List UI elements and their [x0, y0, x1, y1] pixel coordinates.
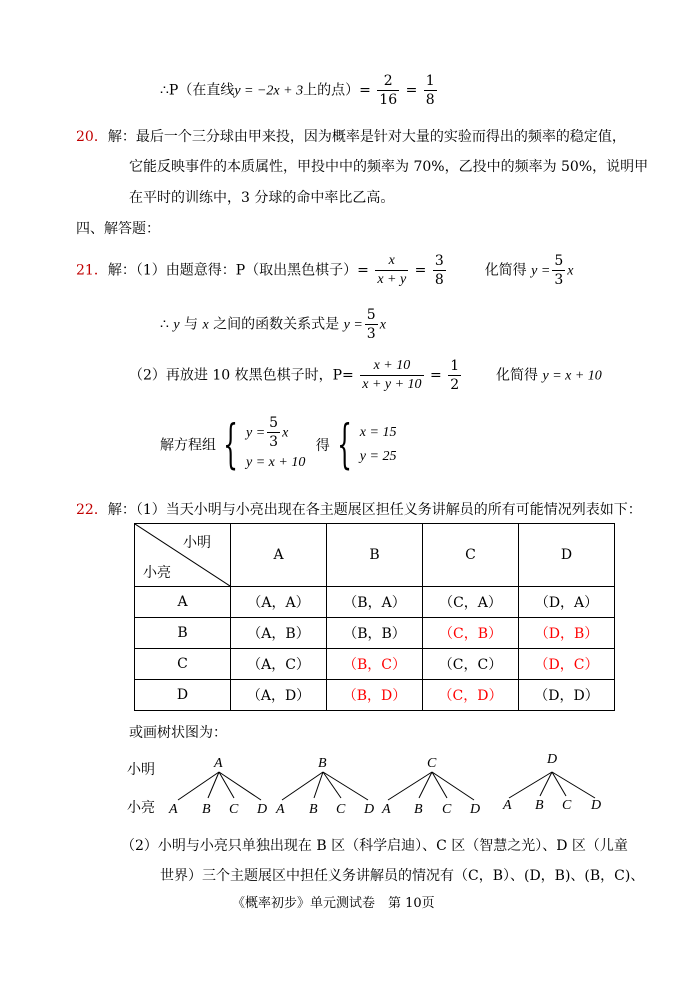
tree-leaf-label: B — [309, 802, 318, 817]
column-header: D — [519, 524, 615, 587]
q21-system — [160, 414, 396, 475]
tree-root-label: D — [547, 752, 558, 767]
top-line: ∴P（在直线y = −2x + 3上的点）= $\frac{2}{16}$ = $\frac{1}{8}$ — [160, 73, 435, 108]
system-equations: y = $\frac{5}{3}$ x y = x + 10 — [246, 415, 306, 470]
tree-leaf-label: D — [364, 802, 375, 817]
table-corner-cell — [135, 524, 231, 587]
top-line-prefix: ∴P（在直线 — [160, 82, 235, 99]
outcome-table — [134, 523, 615, 711]
q22-number: 22． — [76, 502, 108, 518]
table-cell: （C，A） — [423, 587, 519, 618]
column-header: C — [423, 524, 519, 587]
tree-root-label: C — [427, 756, 437, 771]
left-brace-icon: { — [223, 414, 239, 475]
q21-fraction-1: $\frac{x}{x + y}$ — [377, 253, 407, 287]
row-header: C — [135, 649, 231, 680]
table-cell-highlight: （B，D） — [327, 680, 423, 711]
table-row — [135, 587, 615, 618]
top-line-suffix: 上的点）= — [303, 82, 371, 99]
column-header: A — [231, 524, 327, 587]
tree-leaf-label: D — [470, 802, 481, 817]
q20-line3: 在平时的训练中，3 分球的命中率比乙高。 — [129, 190, 395, 206]
corner-bottom-label: 小亮 — [143, 565, 171, 581]
system-label: 解方程组 — [160, 437, 216, 454]
tree-leaf-label: D — [257, 802, 268, 817]
table-cell: （D，D） — [519, 680, 615, 711]
tree-leaf-label: A — [382, 802, 391, 817]
table-cell-highlight: （B，C） — [327, 649, 423, 680]
tree-leaf-label: C — [336, 802, 346, 817]
table-cell-highlight: （C，D） — [423, 680, 519, 711]
table-cell: （A，C） — [231, 649, 327, 680]
corner-top-label: 小明 — [183, 535, 211, 551]
tree-row2-label: 小亮 — [127, 800, 155, 816]
section-heading: 四、解答题： — [76, 221, 160, 237]
row-header: B — [135, 618, 231, 649]
top-line-equation: y = −2x + 3 — [234, 83, 304, 99]
table-cell-highlight: （D，B） — [519, 618, 615, 649]
top-fraction-2: $\frac{1}{8}$ — [425, 73, 435, 108]
q20-number: 20． — [76, 129, 108, 145]
column-header: B — [327, 524, 423, 587]
tree-leaf-label: C — [562, 798, 572, 813]
q21-fraction-2: $\frac{3}{8}$ — [434, 253, 444, 288]
result-label: 得 — [315, 437, 330, 454]
table-cell: （A，A） — [231, 587, 327, 618]
table-row — [135, 649, 615, 680]
tree-leaf-label: A — [169, 802, 178, 817]
table-row — [135, 618, 615, 649]
table-cell-highlight: （D，C） — [519, 649, 615, 680]
q20-line1: 20．解：最后一个三分球由甲来投，因为概率是针对大量的实验而得出的频率的稳定值， — [76, 129, 626, 145]
table-row — [135, 680, 615, 711]
tree-leaf-label: A — [276, 802, 285, 817]
table-cell: （B，A） — [327, 587, 423, 618]
row-header: D — [135, 680, 231, 711]
q21-relation: ∴ y 与 x 之间的函数关系式是 y = $\frac{5}{3}$ x — [160, 307, 386, 342]
table-cell-highlight: （C，B） — [423, 618, 519, 649]
tree-leaf-label: C — [229, 802, 239, 817]
table-cell: （B，B） — [327, 618, 423, 649]
table-cell: （D，A） — [519, 587, 615, 618]
tree-leaf-label: C — [442, 802, 452, 817]
tree-leaf-label: B — [535, 798, 544, 813]
tree-leaf-label: D — [591, 798, 602, 813]
q21-part2-fraction-1: $\frac{x + 10}{x + y + 10}$ — [362, 358, 422, 392]
result-brace-icon: { — [337, 414, 353, 475]
q22-part2-line2: 世界）三个主题展区中担任义务讲解员的情况有（C，B）、(D，B)、(B，C)、 — [160, 868, 645, 884]
row-header: A — [135, 587, 231, 618]
table-cell: （C，C） — [423, 649, 519, 680]
q21-number: 21． — [76, 262, 108, 279]
q21-part2-fraction-2: $\frac{1}{2}$ — [450, 358, 460, 393]
page-footer: 《概率初步》单元测试卷 第 10页 — [232, 896, 435, 911]
tree-leaf-label: B — [414, 802, 423, 817]
tree-row1-label: 小明 — [127, 762, 155, 778]
table-cell: （A，D） — [231, 680, 327, 711]
q20-line2: 它能反映事件的本质属性，甲投中中的频率为 70%，乙投中的频率为 50%，说明甲 — [129, 159, 649, 175]
tree-leaf-label: A — [503, 798, 512, 813]
q21-relation-fraction: $\frac{5}{3}$ — [366, 307, 376, 342]
top-fraction-1: $\frac{2}{16}$ — [379, 73, 398, 108]
tree-intro: 或画树状图为： — [129, 725, 227, 741]
q22-intro: 22．解：（1）当天小明与小亮出现在各主题展区担任义务讲解员的所有可能情况列表如下： — [76, 502, 642, 518]
table-cell: （A，B） — [231, 618, 327, 649]
q21-simplify-fraction: $\frac{5}{3}$ — [554, 253, 564, 288]
tree-root-label: B — [318, 756, 327, 771]
q21-part1: 21．解：（1）由题意得：P（取出黑色棋子）= $\frac{x}{x + y}$ = $\frac{3}{8}$ 化简得 y = $\frac{5}{3}$ x — [76, 253, 574, 288]
tree-root-label: A — [214, 756, 223, 771]
system-results: x = 15 y = 25 — [359, 424, 397, 464]
q21-part2: （2）再放进 10 枚黑色棋子时，P= $\frac{x + 10}{x + y + 10}$ = $\frac{1}{2}$ 化简得 y = x + 10 — [129, 358, 602, 393]
tree-leaf-label: B — [202, 802, 211, 817]
q22-part2-line1: （2）小明与小亮只单独出现在 B 区（科学启迪）、C 区（智慧之光）、D 区（儿童 — [121, 838, 628, 854]
